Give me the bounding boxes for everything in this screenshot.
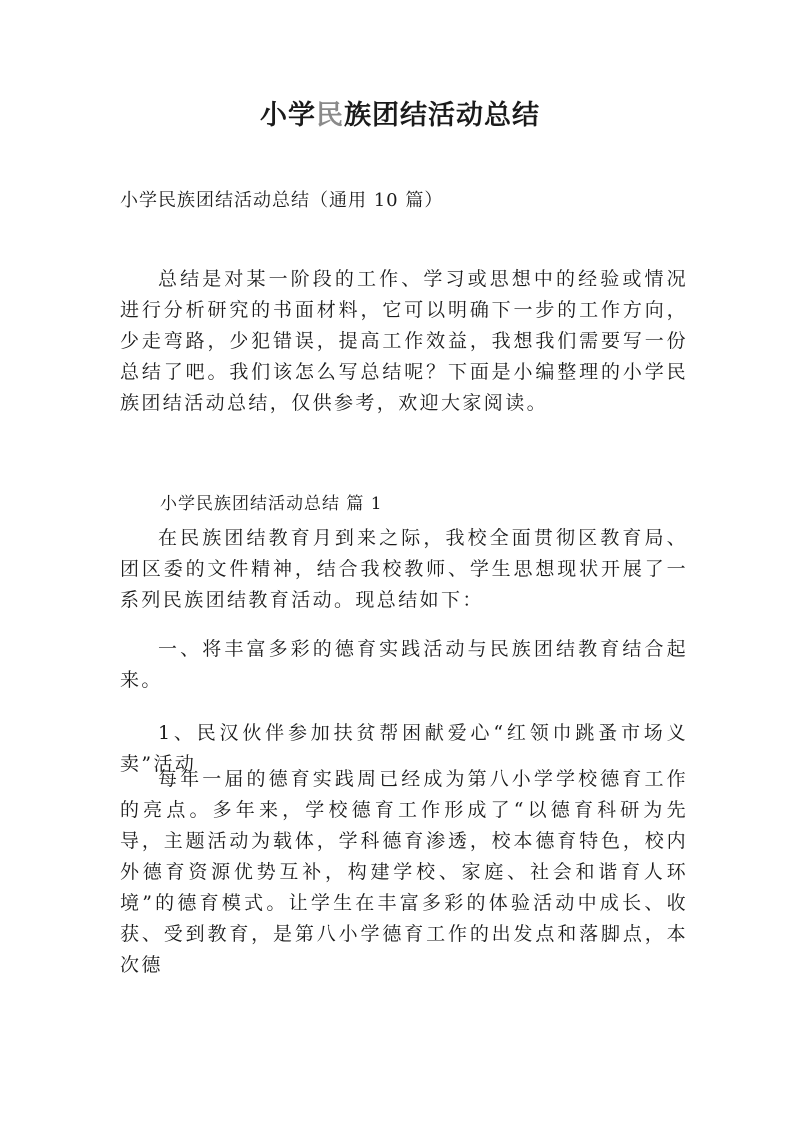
title-part-1: 小学 <box>260 100 316 131</box>
title-part-2: 族团结活动总结 <box>344 100 540 131</box>
intro-paragraph: 总结是对某一阶段的工作、学习或思想中的经验或情况进行分析研究的书面材料，它可以明确下一步的工作方向，少走弯路，少犯错误，提高工作效益，我想我们需要写一份总结了吧。我们该怎么写总结呢？下面是小编整理的小学民族团结活动总结，仅供参考，欢迎大家阅读。 <box>120 268 688 414</box>
body-paragraph-2: 一、将丰富多彩的德育实践活动与民族团结教育结合起来。 <box>120 638 688 691</box>
document-title <box>0 96 800 136</box>
document-subtitle: 小学民族团结活动总结（通用 10 篇） <box>120 190 444 211</box>
title-highlight: 民 <box>316 100 344 131</box>
section-heading: 小学民族团结活动总结 篇 1 <box>160 494 383 514</box>
body-paragraph-4: 每年一届的德育实践周已经成为第八小学学校德育工作的亮点。多年来，学校德育工作形成了“以德育科研为先导，主题活动为载体，学科德育渗透，校本德育特色，校内外德育资源优势互补，构建学校、家庭、社会和谐育人环境”的德育模式。让学生在丰富多彩的体验活动中成长、收获、受到教育，是第八小学德育工作的出发点和落脚点，本次德 <box>120 768 688 976</box>
body-paragraph-3: 1、民汉伙伴参加扶贫帮困献爱心“红领巾跳蚤市场义卖”活动 <box>120 722 688 775</box>
body-paragraph-1: 在民族团结教育月到来之际，我校全面贯彻区教育局、团区委的文件精神，结合我校教师、学生思想现状开展了一系列民族团结教育活动。现总结如下： <box>120 527 688 611</box>
